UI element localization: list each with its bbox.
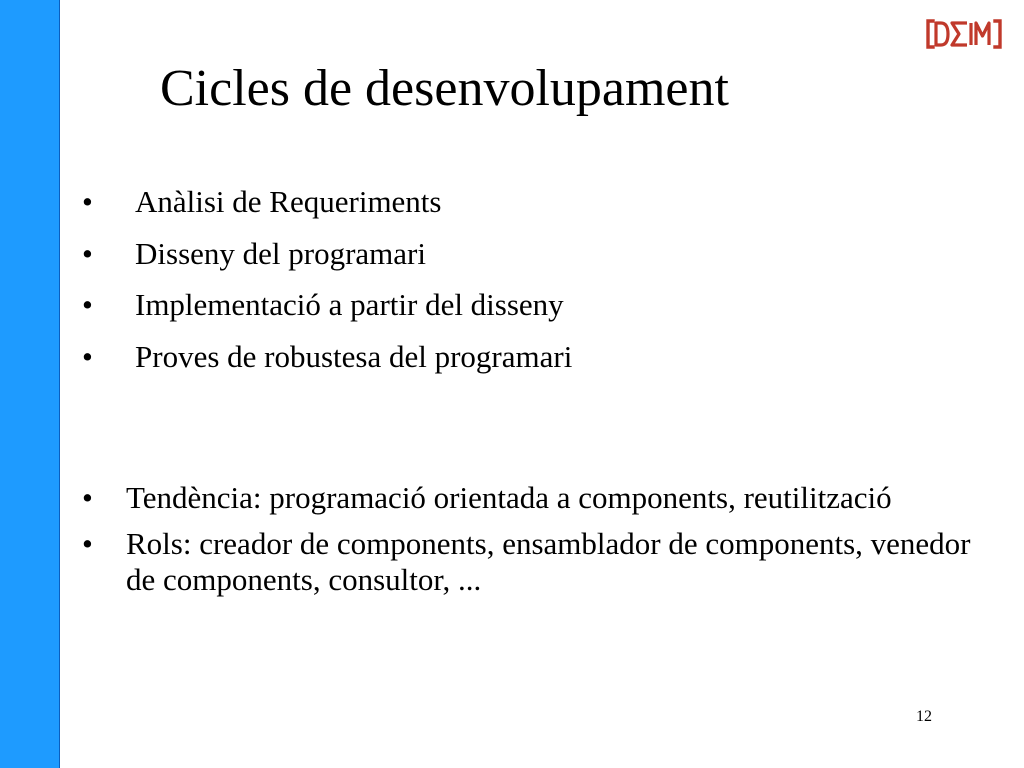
list-item-text: Anàlisi de Requeriments [135, 184, 442, 219]
logo [926, 18, 1002, 50]
list-item [82, 339, 982, 376]
page-number: 12 [916, 708, 932, 725]
bullet-marker: • [82, 184, 93, 219]
development-steps-list [82, 184, 982, 390]
list-item [82, 526, 982, 599]
bullet-marker: • [82, 338, 93, 374]
bullet-marker: • [82, 287, 93, 323]
list-item-text: Implementació a partir del disseny [135, 287, 564, 323]
list-item [82, 236, 982, 273]
list-item [82, 287, 982, 324]
list-item-text: Tendència: programació orientada a components, reutilització [126, 480, 892, 515]
list-item-text: Rols: creador de components, ensamblador de components, venedor de components, consultor, ... [126, 525, 971, 598]
bullet-marker: • [82, 525, 93, 561]
bullet-marker: • [82, 235, 93, 271]
list-item-text: Proves de robustesa del programari [135, 338, 573, 374]
bullet-marker: • [82, 480, 93, 515]
side-accent-bar [0, 0, 60, 768]
notes-list [82, 480, 982, 608]
list-item [82, 480, 982, 517]
slide-title: Cicles de desenvolupament [160, 60, 729, 117]
list-item [82, 184, 982, 221]
list-item-text: Disseny del programari [135, 235, 426, 271]
